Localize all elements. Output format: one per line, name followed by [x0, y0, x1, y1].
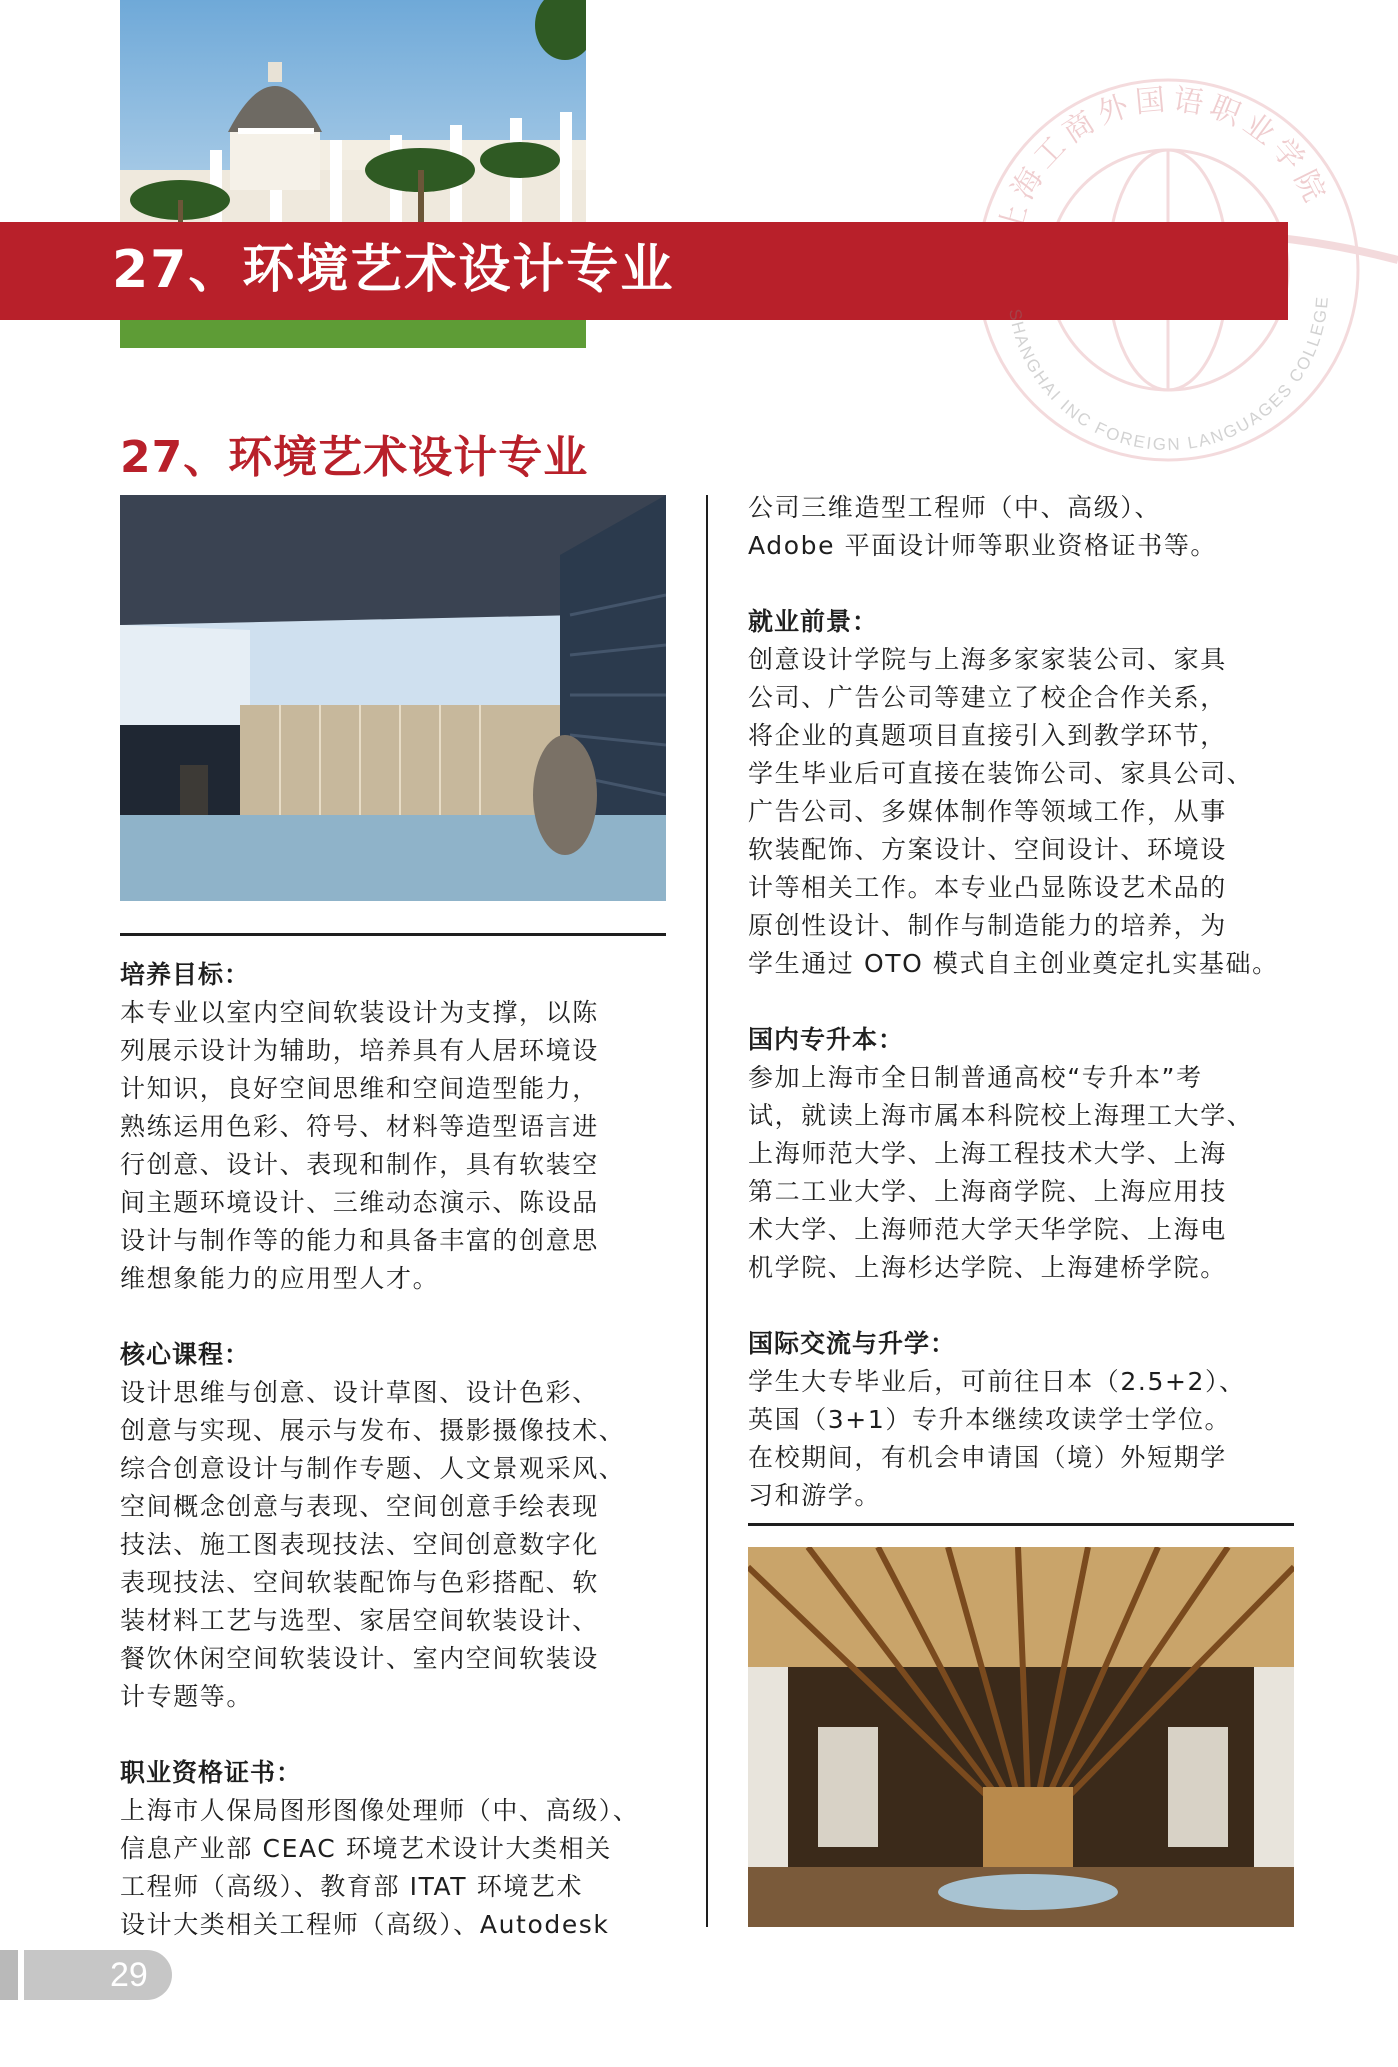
college-seal-watermark: [948, 60, 1398, 480]
seal-en-text: SHANGHAI INC FOREIGN LANGUAGES COLLEGE: [1005, 294, 1333, 455]
text-line: 工程师（高级）、教育部 ITAT 环境艺术: [120, 1872, 584, 1901]
heading-certificates: 职业资格证书：: [120, 1758, 303, 1787]
text-line: 习和游学。: [748, 1481, 882, 1510]
banner-title: 27、环境艺术设计专业: [112, 240, 675, 300]
section-upgrade: [748, 1021, 1308, 1287]
text-line: 在校期间，有机会申请国（境）外短期学: [748, 1443, 1227, 1472]
atrium-column-photo: [748, 1547, 1294, 1927]
text-line: 表现技法、空间软装配饰与色彩搭配、软: [120, 1568, 599, 1597]
section-training-goals: [120, 956, 680, 1298]
interior-courtyard-photo: [120, 495, 666, 901]
svg-text:上海工商外国语职业学院: [993, 82, 1335, 238]
text-line: 信息产业部 CEAC 环境艺术设计大类相关: [120, 1834, 612, 1863]
heading-core-courses: 核心课程：: [120, 1340, 251, 1369]
text-line: 公司、广告公司等建立了校企合作关系，: [748, 683, 1227, 712]
seal-cn-text: 上海工商外国语职业学院: [992, 82, 1335, 239]
text-line: 综合创意设计与制作专题、人文景观采风、: [120, 1454, 626, 1483]
text-line: 维想象能力的应用型人才。: [120, 1264, 440, 1293]
text-line: 计专题等。: [120, 1682, 254, 1711]
right-column: [748, 489, 1308, 1515]
text-line: 创意设计学院与上海多家家装公司、家具: [748, 645, 1227, 674]
text-line: Adobe 平面设计师等职业资格证书等。: [748, 531, 1218, 560]
text-line: 餐饮休闲空间软装设计、室内空间软装设: [120, 1644, 599, 1673]
left-column: [120, 956, 680, 1944]
text-line: 上海师范大学、上海工程技术大学、上海: [748, 1139, 1227, 1168]
left-divider: [120, 933, 666, 936]
text-line: 将企业的真题项目直接引入到教学环节，: [748, 721, 1227, 750]
text-line: 计等相关工作。本专业凸显陈设艺术品的: [748, 873, 1227, 902]
page-number-tab: [0, 1950, 18, 2000]
text-line: 学生通过 OTO 模式自主创业奠定扎实基础。: [748, 949, 1279, 978]
section-employment: [748, 603, 1308, 983]
heading-employment: 就业前景：: [748, 607, 879, 636]
text-line: 熟练运用色彩、符号、材料等造型语言进: [120, 1112, 599, 1141]
text-line: 本专业以室内空间软装设计为支撑，以陈: [120, 998, 599, 1027]
text-line: 间主题环境设计、三维动态演示、陈设品: [120, 1188, 599, 1217]
text-line: 设计与制作等的能力和具备丰富的创意思: [120, 1226, 599, 1255]
section-core-courses: [120, 1336, 680, 1716]
text-line: 第二工业大学、上海商学院、上海应用技: [748, 1177, 1227, 1206]
text-line: 设计思维与创意、设计草图、设计色彩、: [120, 1378, 599, 1407]
heading-international: 国际交流与升学：: [748, 1329, 957, 1358]
heading-training-goals: 培养目标：: [120, 960, 251, 989]
right-divider: [748, 1523, 1294, 1526]
text-line: 试，就读上海市属本科院校上海理工大学、: [748, 1101, 1254, 1130]
column-divider: [706, 495, 708, 1927]
section-certificates: [120, 1754, 680, 1944]
text-line: 机学院、上海杉达学院、上海建桥学院。: [748, 1253, 1227, 1282]
text-line: 计知识，良好空间思维和空间造型能力，: [120, 1074, 599, 1103]
text-line: 行创意、设计、表现和制作，具有软装空: [120, 1150, 599, 1179]
text-line: 创意与实现、展示与发布、摄影摄像技术、: [120, 1416, 626, 1445]
certificates-continuation: [748, 489, 1308, 565]
text-line: 设计大类相关工程师（高级）、Autodesk: [120, 1910, 610, 1939]
text-line: 参加上海市全日制普通高校“专升本”考: [748, 1063, 1203, 1092]
section-international: [748, 1325, 1308, 1515]
text-line: 公司三维造型工程师（中、高级）、: [748, 493, 1162, 522]
page-number-pill: [24, 1950, 172, 2000]
text-line: 学生大专毕业后，可前往日本（2.5+2）、: [748, 1367, 1246, 1396]
page-number: 29: [110, 1956, 148, 1994]
text-line: 英国（3+1）专升本继续攻读学士学位。: [748, 1405, 1232, 1434]
text-line: 学生毕业后可直接在装饰公司、家具公司、: [748, 759, 1254, 788]
text-line: 技法、施工图表现技法、空间创意数字化: [120, 1530, 599, 1559]
text-line: 空间概念创意与表现、空间创意手绘表现: [120, 1492, 599, 1521]
text-line: 广告公司、多媒体制作等领域工作，从事: [748, 797, 1227, 826]
text-line: 装材料工艺与选型、家居空间软装设计、: [120, 1606, 599, 1635]
text-line: 术大学、上海师范大学天华学院、上海电: [748, 1215, 1227, 1244]
section-title: 27、环境艺术设计专业: [120, 432, 589, 483]
text-line: 列展示设计为辅助，培养具有人居环境设: [120, 1036, 599, 1065]
text-line: 软装配饰、方案设计、空间设计、环境设: [748, 835, 1227, 864]
heading-upgrade: 国内专升本：: [748, 1025, 905, 1054]
text-line: 上海市人保局图形图像处理师（中、高级）、: [120, 1796, 640, 1825]
text-line: 原创性设计、制作与制造能力的培养，为: [748, 911, 1227, 940]
